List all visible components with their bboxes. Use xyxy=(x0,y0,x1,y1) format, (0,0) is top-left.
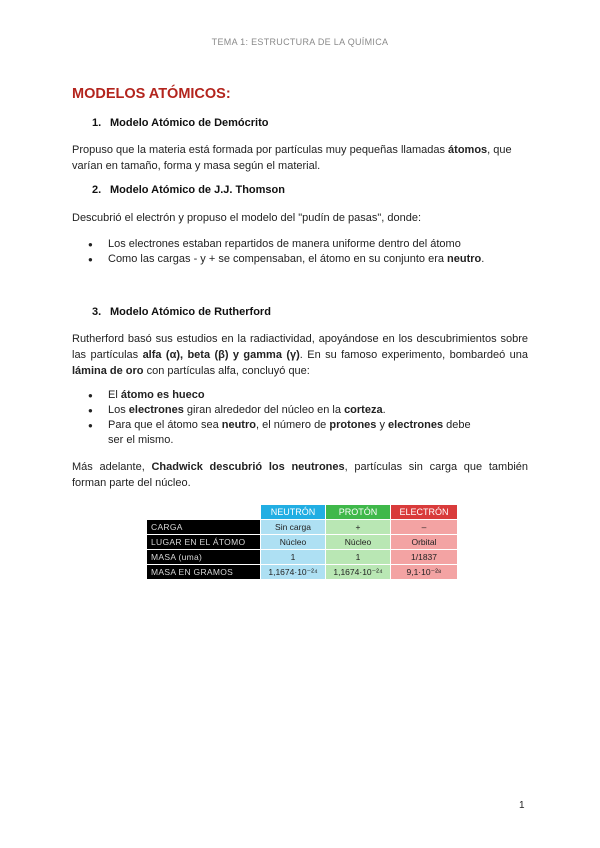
table-cell: 1,1674·10⁻²⁴ xyxy=(326,565,391,580)
text: Los xyxy=(108,404,129,416)
table-corner xyxy=(147,505,261,520)
list-item xyxy=(72,403,532,418)
section-title: Modelo Atómico de Demócrito xyxy=(110,117,269,129)
text: , que varían en tamaño, forma y masa según el material. xyxy=(72,144,512,172)
text: Propuso que la materia está formada por partículas muy pequeñas llamadas xyxy=(72,144,449,156)
rutherford-bullet-list xyxy=(72,388,532,448)
thomson-intro: Descubrió el electrón y propuso el modelo del "pudín de pasas", donde: xyxy=(72,212,422,224)
section-number: 3. xyxy=(92,306,102,318)
row-label: LUGAR EN EL ÁTOMO xyxy=(147,535,261,550)
bold-text: Chadwick descubrió los neutrones xyxy=(151,461,345,473)
page-header: TEMA 1: ESTRUCTURA DE LA QUÍMICA xyxy=(211,37,389,47)
bold-text: átomos xyxy=(448,144,488,156)
bold-text: lámina de oro xyxy=(72,365,144,377)
page-title: MODELOS ATÓMICOS: xyxy=(72,86,231,102)
bold-text: protones xyxy=(329,419,377,431)
text: y xyxy=(376,419,389,431)
text: . xyxy=(481,253,485,265)
table-cell: Núcleo xyxy=(261,535,326,550)
text: giran alrededor del núcleo en la xyxy=(183,404,345,416)
text: Rutherford basó sus estudios en la radiactividad, apoyándose en los descubrimientos sobre las partículas xyxy=(72,333,528,361)
bold-text: electrones xyxy=(128,404,184,416)
table-row xyxy=(147,535,458,550)
table-cell: Sin carga xyxy=(261,520,326,535)
row-label: CARGA xyxy=(147,520,261,535)
particle-properties-table xyxy=(146,504,458,580)
table-cell: 1/1837 xyxy=(391,550,458,565)
text: Más adelante, xyxy=(72,461,152,473)
table-cell: 1 xyxy=(326,550,391,565)
table-row xyxy=(147,520,458,535)
democrito-paragraph xyxy=(72,142,528,174)
thomson-bullet-list xyxy=(72,237,532,267)
text: Como las cargas - y + se compensaban, el átomo en su conjunto era xyxy=(108,253,448,265)
text: . xyxy=(382,404,386,416)
column-header-electron: ELECTRÓN xyxy=(391,505,458,520)
section-number: 2. xyxy=(92,184,102,196)
section-title: Modelo Atómico de Rutherford xyxy=(110,306,271,318)
list-item xyxy=(72,252,532,267)
section-number: 1. xyxy=(92,117,102,129)
table-cell: 1 xyxy=(261,550,326,565)
bold-text: átomo es hueco xyxy=(120,389,205,401)
chadwick-paragraph xyxy=(72,459,528,491)
text: , partículas sin carga que también forman parte del núcleo. xyxy=(72,461,529,489)
table-row xyxy=(147,550,458,565)
list-item xyxy=(72,237,532,252)
column-header-proton: PROTÓN xyxy=(326,505,391,520)
bold-text: neutro xyxy=(221,419,256,431)
table-header-row xyxy=(147,505,458,520)
list-item xyxy=(72,388,532,403)
text: Los electrones estaban repartidos de manera uniforme dentro del átomo xyxy=(108,238,461,250)
column-header-neutron: NEUTRÓN xyxy=(261,505,326,520)
bold-text: alfa (α), beta (β) y gamma (γ) xyxy=(142,349,300,361)
table-row xyxy=(147,565,458,580)
table-cell: Orbital xyxy=(391,535,458,550)
rutherford-paragraph xyxy=(72,331,528,379)
row-label: MASA (uma) xyxy=(147,550,261,565)
row-label: MASA EN GRAMOS xyxy=(147,565,261,580)
table-cell: 9,1·10⁻²⁸ xyxy=(391,565,458,580)
text: , el número de xyxy=(255,419,330,431)
text: con partículas alfa, concluyó que: xyxy=(143,365,310,377)
table-cell: – xyxy=(391,520,458,535)
bold-text: electrones xyxy=(388,419,444,431)
table-cell: + xyxy=(326,520,391,535)
section-heading-rutherford xyxy=(92,306,271,318)
list-item xyxy=(72,418,488,448)
page-number: 1 xyxy=(519,800,525,811)
section-heading-democrito xyxy=(92,117,269,129)
table-cell: 1,1674·10⁻²⁴ xyxy=(261,565,326,580)
table-cell: Núcleo xyxy=(326,535,391,550)
section-heading-thomson xyxy=(92,184,285,196)
text: El xyxy=(108,389,121,401)
bold-text: corteza xyxy=(344,404,383,416)
text: debe ser el mismo. xyxy=(108,419,471,446)
bold-text: neutro xyxy=(447,253,482,265)
particle-table-container xyxy=(146,504,458,580)
section-title: Modelo Atómico de J.J. Thomson xyxy=(110,184,285,196)
text: . En su famoso experimento, bombardeó una xyxy=(299,349,528,361)
text: Para que el átomo sea xyxy=(108,419,222,431)
